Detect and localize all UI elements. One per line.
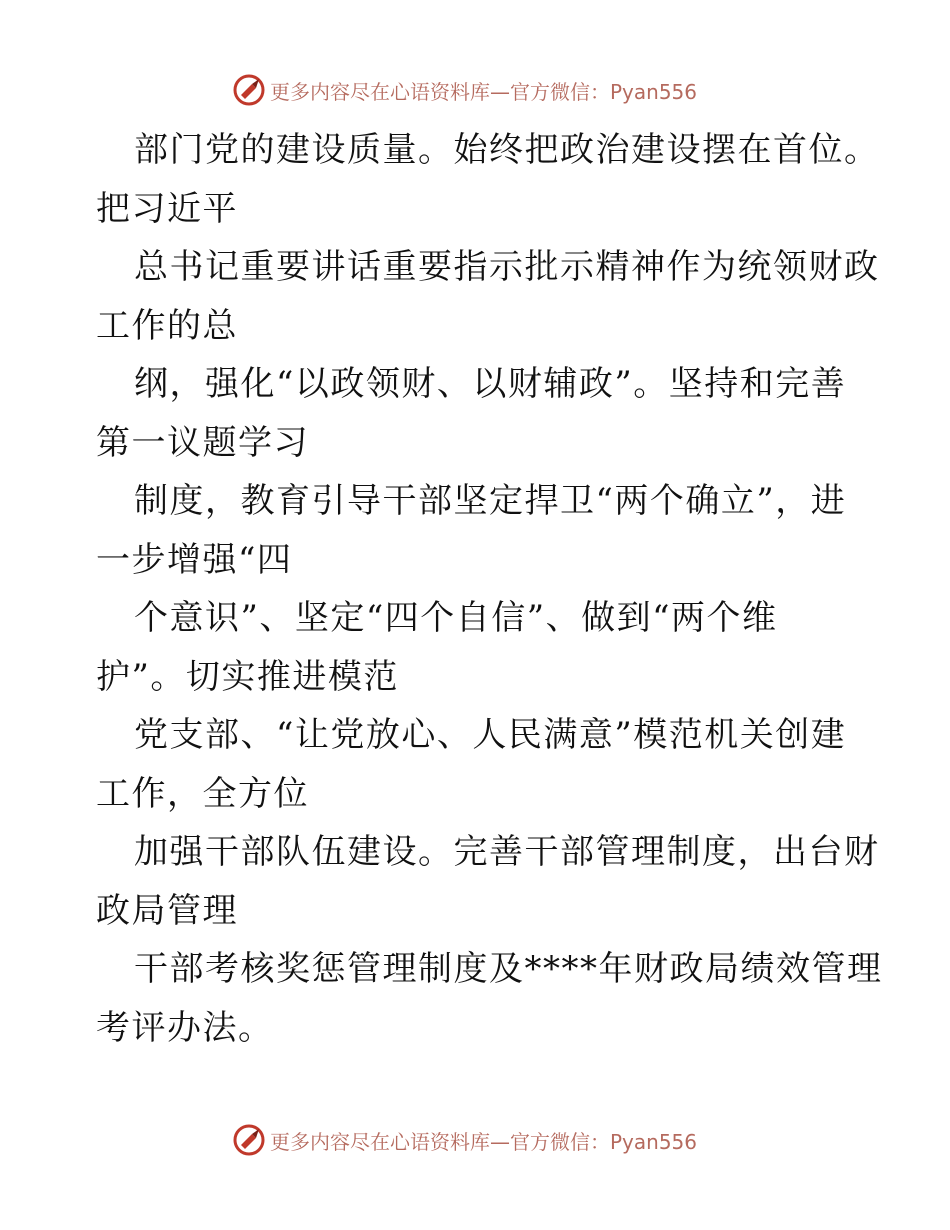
footer-banner-text: 更多内容尽在心语资料库—官方微信：Pyan556 (270, 1129, 698, 1154)
brand-logo-icon (232, 73, 266, 107)
text-line: 部门党的建设质量。始终把政治建设摆在首位。 (134, 130, 880, 170)
text-line: 总书记重要讲话重要指示批示精神作为统领财政 (134, 247, 880, 287)
footer-banner (0, 1120, 950, 1160)
header-banner-text: 更多内容尽在心语资料库—官方微信：Pyan556 (270, 79, 698, 104)
text-line: 加强干部队伍建设。完善干部管理制度，出台财 (134, 832, 880, 872)
text-line: 政局管理 (96, 890, 238, 931)
header-banner (0, 70, 950, 110)
text-line: 制度，教育引导干部坚定捍卫“两个确立”，进 (134, 481, 847, 521)
brand-logo-icon (232, 1123, 266, 1157)
text-line: 护”。切实推进模范 (96, 656, 399, 697)
text-line: 考评办法。 (96, 1007, 274, 1048)
text-line: 个意识”、坚定“四个自信”、做到“两个维 (134, 598, 778, 638)
document-body (96, 121, 883, 1057)
text-line: 一步增强“四 (96, 539, 293, 580)
text-line: 工作，全方位 (96, 773, 309, 814)
text-line: 纲，强化“以政领财、以财辅政”。坚持和完善 (134, 364, 847, 404)
text-line: 把习近平 (96, 188, 238, 229)
text-line: 干部考核奖惩管理制度及****年财政局绩效管理 (134, 949, 883, 989)
text-line: 第一议题学习 (96, 422, 309, 463)
text-line: 党支部、“让党放心、人民满意”模范机关创建 (134, 715, 847, 755)
text-line: 工作的总 (96, 305, 238, 346)
